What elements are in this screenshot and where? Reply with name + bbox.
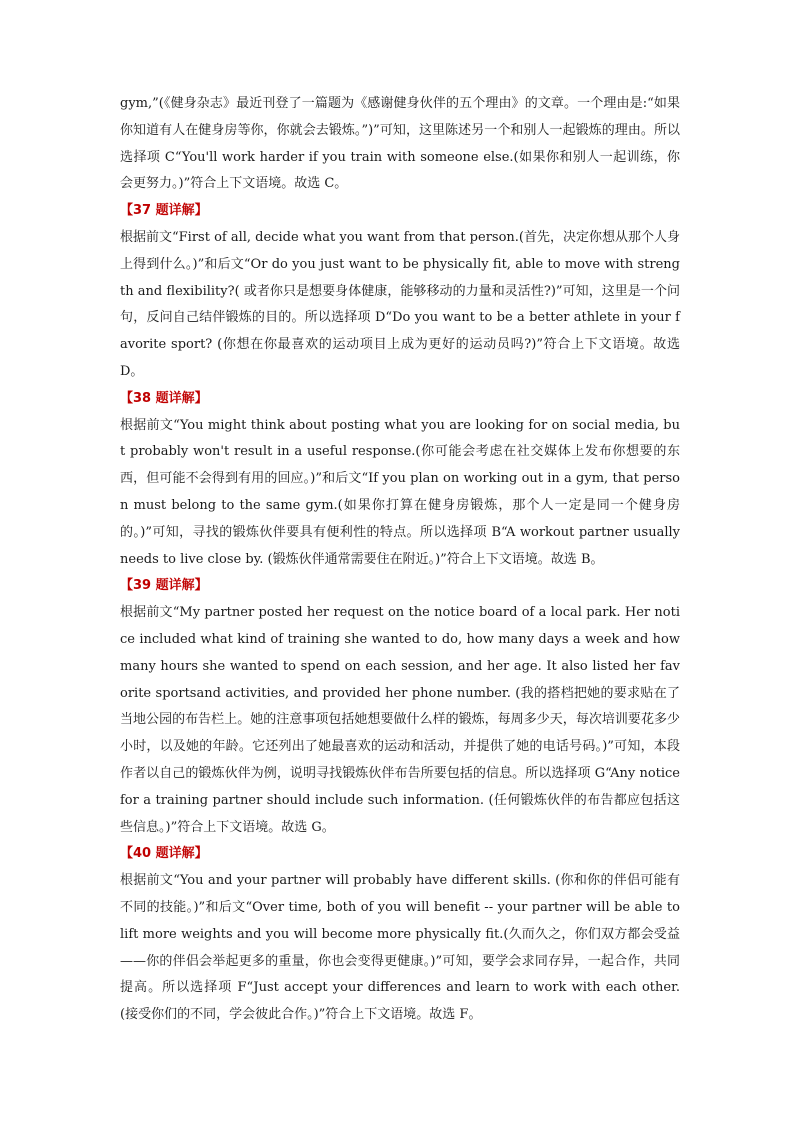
paragraph-37-explanation: 根据前文“First of all, decide what you want from that person.(首先，决定你想从那个人身上得到什么。)”和后文“Or do you just want to be physically fit, able to move with strength and flexibility?( 或者你只是想要身体健康，能够移动的力量和灵活性?)”可知，这里是一个问句，反问自己结伴锻炼的目的。所以选择项 D“Do you want to be a better athlete in your favorite sport? (你想在你最喜欢的运动项目上成为更好的运动员吗?)”符合上下文语境。故选 D。 (120, 229, 680, 379)
paragraph-40-explanation: 根据前文“You and your partner will probably have different skills. (你和你的伴侣可能有不同的技能。)”和后文“Over time, both of you will benefit -- your partner will be able to lift more weights and you will become more physically fit.(久而久之，你们双方都会受益——你的伴侣会举起更多的重量，你也会变得更健康。)”可知，要学会求同存异，一起合作，共同提高。所以选择项 F“Just accept your differences and learn to work with each other. (接受你们的不同，学会彼此合作。)”符合上下文语境。故选 F。 (120, 873, 680, 1023)
heading-38: 【38 题详解】 (120, 390, 208, 406)
paragraph-39-explanation: 根据前文“My partner posted her request on the notice board of a local park. Her notice included what kind of training she wanted to do, how many days a week and how many hours she wanted to spend on each session, and her age. It also listed her favorite sportsand activities, and provided her phone number. (我的搭档把她的要求贴在了当地公园的布告栏上。她的注意事项包括她想要做什么样的锻炼，每周多少天，每次培训要花多少小时，以及她的年龄。它还列出了她最喜欢的运动和活动，并提供了她的电话号码。)”可知，本段作者以自己的锻炼伙伴为例，说明寻找锻炼伙伴布告所要包括的信息。所以选择项 G“Any notice for a training partner should include such information. (任何锻炼伙伴的布告都应包括这些信息。)”符合上下文语境。故选 G。 (120, 605, 680, 835)
paragraph-36-explanation: gym,”(《健身杂志》最近刊登了一篇题为《感谢健身伙伴的五个理由》的文章。一个理由是:“如果你知道有人在健身房等你，你就会去锻炼。”)”可知，这里陈述另一个和别人一起锻炼的理由。所以选择项 C“You'll work harder if you train with someone else.(如果你和别人一起训练，你会更努力。)”符合上下文语境。故选 C。 (120, 96, 680, 192)
heading-39: 【39 题详解】 (120, 578, 208, 594)
document-body (120, 91, 680, 1029)
heading-40: 【40 题详解】 (120, 846, 208, 862)
paragraph-38-explanation: 根据前文“You might think about posting what you are looking for on social media, but probably won't result in a useful response.(你可能会考虑在社交媒体上发布你想要的东西，但可能不会得到有用的回应。)”和后文“If you plan on working out in a gym, that person must belong to the same gym.(如果你打算在健身房锻炼，那个人一定是同一个健身房的。)”可知，寻找的锻炼伙伴要具有便利性的特点。所以选择项 B“A workout partner usually needs to live close by. (锻炼伙伴通常需要住在附近。)”符合上下文语境。故选 B。 (120, 417, 680, 567)
heading-37: 【37 题详解】 (120, 203, 208, 219)
